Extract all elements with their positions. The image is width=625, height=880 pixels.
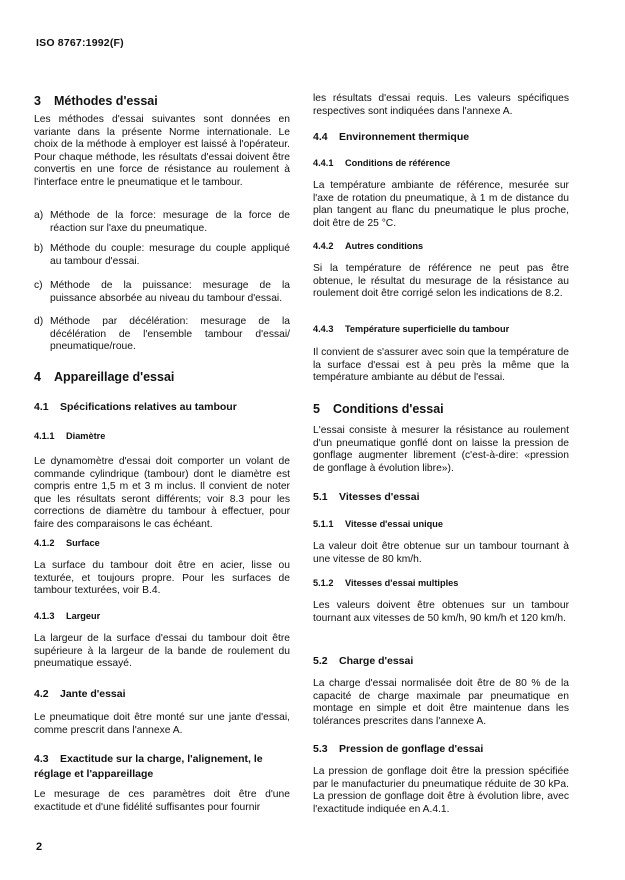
section-4-1-3-text: La largeur de la surface d'essai du tambour doit être supérieure à la largeur de la bande de roulement du pneumatique essayé. (34, 633, 290, 670)
section-5-2-text: La charge d'essai normalisée doit être de 80 % de la capacité de charge maximale par pneumatique en montage en simple et doit être maintenue dans les tolérances prescrites dans l'annexe A. (313, 678, 569, 727)
section-4-3-heading: 4.3 Exactitude sur la charge, l'alignement, le réglage et l'appareillage (34, 753, 263, 780)
document-id: ISO 8767:1992(F) (36, 37, 124, 49)
section-3-intro: Les méthodes d'essai suivantes sont données en variante dans la présente Norme internationale. Le choix de la méthode à employer est laissé à l'opérateur. Pour chaque méthode, les résultats d'essai doivent être convertis en une force de résistance au roulement à l'interface entre le pneumatique et le tambour. (34, 114, 290, 188)
section-5-text: L'essai consiste à mesurer la résistance au roulement d'un pneumatique gonflé dont on laisse la pression de gonflage augmenter librement (c'est-à-dire: «pression de gonflage à évolution libre»). (313, 425, 569, 474)
section-4-1-1-text: Le dynamomètre d'essai doit comporter un volant de commande cylindrique (tambour) dont le diamètre est compris entre 1,5 m et 3 m inclus. Il convient de noter que les résultats seront différents; voir 8.3 pour les corrections de diamètre du tambour à effectuer, pour faire des comparaisons le cas échéant. (34, 456, 290, 530)
section-3-heading: 3 Méthodes d'essai (34, 94, 158, 108)
section-5-1-1-text: La valeur doit être obtenue sur un tambour tournant à une vitesse de 80 km/h. (313, 541, 569, 565)
section-5-3-heading: 5.3 Pression de gonflage d'essai (313, 743, 484, 755)
section-4-1-2-text: La surface du tambour doit être en acier, lisse ou texturée, et toujours propre. Pour les surfaces de tambour texturées, voir B.4. (34, 560, 290, 597)
section-4-4-2-heading: 4.4.2 Autres conditions (313, 241, 424, 251)
section-4-4-1-text: La température ambiante de référence, mesurée sur l'axe de rotation du pneumatique, à 1 m de distance du plan tangent au flanc du pneumatique le plus proche, doit être de 25 °C. (313, 180, 569, 229)
section-4-4-3-text: Il convient de s'assurer avec soin que la température de la surface d'essai est à peu près la même que la température ambiante au début de l'essai. (313, 347, 569, 384)
page-number: 2 (36, 841, 43, 853)
section-5-1-heading: 5.1 Vitesses d'essai (313, 491, 420, 503)
section-4-4-3-heading: 4.4.3 Température superficielle du tambour (313, 324, 510, 334)
section-4-2-heading: 4.2 Jante d'essai (34, 688, 126, 700)
section-4-3-text: Le mesurage de ces paramètres doit être d'une exactitude et d'une fidélité suffisantes pour fournir (34, 789, 290, 813)
section-4-1-heading: 4.1 Spécifications relatives au tambour (34, 401, 237, 413)
section-5-1-1-heading: 5.1.1 Vitesse d'essai unique (313, 519, 444, 529)
section-4-1-1-heading: 4.1.1 Diamètre (34, 431, 106, 441)
section-5-3-text: La pression de gonflage doit être la pression spécifiée par le manufacturier du pneumatique réduite de 30 kPa. La pression de gonflage doit être à évolution libre, avec l'exactitude indiquée en A.4.1. (313, 766, 569, 815)
continued-text: les résultats d'essai requis. Les valeurs spécifiques respectives sont indiquées dans l'annexe A. (313, 93, 569, 117)
section-4-4-1-heading: 4.4.1 Conditions de référence (313, 158, 451, 168)
method-list-item: b) Méthode du couple: mesurage du couple appliqué au tambour d'essai. (34, 243, 290, 267)
method-list-item: d) Méthode par décélération: mesurage de la décélération de l'ensemble tambour d'essai/ pneumatique/roue. (34, 316, 290, 353)
section-4-heading: 4 Appareillage d'essai (34, 370, 175, 384)
section-5-heading: 5 Conditions d'essai (313, 402, 444, 416)
method-list-item: c) Méthode de la puissance: mesurage de la puissance absorbée au niveau du tambour d'essai. (34, 280, 290, 304)
section-5-2-heading: 5.2 Charge d'essai (313, 655, 414, 667)
method-list-item: a) Méthode de la force: mesurage de la force de réaction sur l'axe du pneumatique. (34, 210, 290, 234)
section-4-2-text: Le pneumatique doit être monté sur une jante d'essai, comme prescrit dans l'annexe A. (34, 712, 290, 736)
section-4-4-2-text: Si la température de référence ne peut pas être obtenue, le résultat du mesurage de la résistance au roulement doit être corrigé selon les indications de 8.2. (313, 263, 569, 300)
section-5-1-2-heading: 5.1.2 Vitesses d'essai multiples (313, 578, 459, 588)
section-4-1-3-heading: 4.1.3 Largeur (34, 611, 101, 621)
section-4-4-heading: 4.4 Environnement thermique (313, 131, 470, 143)
section-4-1-2-heading: 4.1.2 Surface (34, 538, 100, 548)
section-5-1-2-text: Les valeurs doivent être obtenues sur un tambour tournant aux vitesses de 50 km/h, 90 km/h et 120 km/h. (313, 600, 569, 624)
